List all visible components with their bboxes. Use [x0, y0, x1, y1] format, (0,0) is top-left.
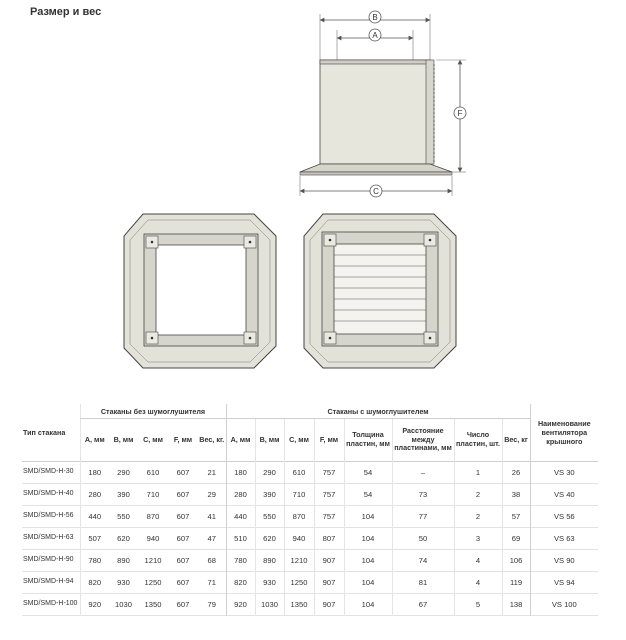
cell-with: 2 — [454, 484, 502, 506]
cell-with: 870 — [284, 506, 314, 528]
cell-with: 907 — [314, 572, 344, 594]
cell-without: 41 — [207, 512, 216, 521]
cell-with: 2 — [454, 506, 502, 528]
col-header-without: C, мм — [143, 434, 163, 444]
cell-without: 607 — [176, 578, 190, 587]
cell-without: 1350 — [144, 600, 162, 609]
cell-with: 5 — [454, 594, 502, 616]
cell-with: 26 — [502, 462, 530, 484]
cell-with: 104 — [344, 528, 392, 550]
cell-without: 620 — [117, 534, 130, 543]
cell-without: 930 — [117, 578, 130, 587]
col-header-with: Вес, кг — [502, 419, 530, 462]
cell-with: 1250 — [284, 572, 314, 594]
col-header-with: C, мм — [284, 419, 314, 462]
col-header-with: F, мм — [314, 419, 344, 462]
cell-with: 4 — [454, 550, 502, 572]
cell-without: 607 — [176, 468, 190, 477]
cell-with: 757 — [314, 462, 344, 484]
col-header-with: Расстояние между пластинами, мм — [392, 419, 454, 462]
cell-without: 71 — [207, 578, 216, 587]
cell-without: 180 — [80, 462, 109, 484]
cell-without: 1210 — [144, 556, 162, 565]
cell-without: 607 — [176, 534, 190, 543]
cell-with: 920 — [226, 594, 255, 616]
cell-with: 550 — [255, 506, 284, 528]
cell-with: 50 — [392, 528, 454, 550]
cell-without: 780 — [80, 550, 109, 572]
cell-with: 106 — [502, 550, 530, 572]
cell-with: 104 — [344, 550, 392, 572]
cell-without: 610 — [146, 468, 160, 477]
page-title: Размер и вес — [30, 6, 102, 18]
cell-without: 280 — [80, 484, 109, 506]
cell-with: 780 — [226, 550, 255, 572]
cell-with: 54 — [344, 484, 392, 506]
cell-with: 907 — [314, 550, 344, 572]
table-row — [22, 506, 598, 528]
cell-without: 890 — [117, 556, 130, 565]
dim-label-c: C — [373, 187, 379, 196]
cell-with: 104 — [344, 572, 392, 594]
dimension-c — [300, 176, 452, 197]
cell-with: 757 — [314, 506, 344, 528]
cell-with: 77 — [392, 506, 454, 528]
table-row — [22, 572, 598, 594]
specs-table — [22, 404, 598, 616]
cell-with: 1350 — [284, 594, 314, 616]
cell-without: 607 — [176, 490, 190, 499]
cell-with: 757 — [314, 484, 344, 506]
cell-fan: VS 40 — [530, 484, 598, 506]
cell-without: 29 — [207, 490, 216, 499]
cell-with: 290 — [255, 462, 284, 484]
cell-without: 710 — [146, 490, 160, 499]
cell-without: 390 — [117, 490, 130, 499]
cell-with: 510 — [226, 528, 255, 550]
dimension-f — [436, 60, 466, 172]
cell-without: 607 — [176, 512, 190, 521]
cell-with: 180 — [226, 462, 255, 484]
cell-with: 1030 — [255, 594, 284, 616]
group-without-silencer: Стаканы без шумоглушителя — [80, 404, 226, 419]
cell-with: 104 — [344, 506, 392, 528]
cell-without: 79 — [207, 600, 216, 609]
top-view-without-silencer — [124, 214, 276, 368]
col-type-header: Тип стакана — [23, 428, 66, 437]
cell-type: SMD/SMD-H-30 — [23, 468, 74, 476]
cell-with: 38 — [502, 484, 530, 506]
cell-with: 1210 — [284, 550, 314, 572]
cell-with: 930 — [255, 572, 284, 594]
cell-without: 920 — [80, 594, 109, 616]
col-header-without: F, мм — [173, 434, 193, 444]
cell-without: 1250 — [144, 578, 162, 587]
col-header-without: Вес, кг. — [199, 434, 225, 444]
cell-without: 68 — [207, 556, 216, 565]
cell-with: 807 — [314, 528, 344, 550]
table-group-header-row — [22, 404, 598, 419]
cell-fan: VS 100 — [530, 594, 598, 616]
table-body — [22, 462, 598, 616]
dim-label-f: F — [457, 109, 463, 118]
col-header-without: B, мм — [113, 434, 134, 444]
cell-without: 940 — [146, 534, 160, 543]
cell-with: – — [392, 462, 454, 484]
cell-with: 890 — [255, 550, 284, 572]
cell-with: 280 — [226, 484, 255, 506]
cell-with: 907 — [314, 594, 344, 616]
dimension-a — [337, 29, 413, 60]
cell-without: 607 — [176, 556, 190, 565]
cell-with: 54 — [344, 462, 392, 484]
cell-with: 138 — [502, 594, 530, 616]
cell-with: 820 — [226, 572, 255, 594]
dim-label-b: B — [372, 13, 378, 22]
cell-with: 69 — [502, 528, 530, 550]
cell-without: 440 — [80, 506, 109, 528]
cell-with: 390 — [255, 484, 284, 506]
dim-label-a: A — [372, 31, 378, 40]
table-row — [22, 594, 598, 616]
col-header-without: A, мм — [80, 419, 109, 462]
cell-type: SMD/SMD-H-63 — [23, 534, 74, 542]
col-header-with: A, мм — [226, 419, 255, 462]
group-with-silencer: Стаканы с шумоглушителем — [226, 404, 530, 419]
cell-fan: VS 30 — [530, 462, 598, 484]
col-header-with: B, мм — [255, 419, 284, 462]
cell-with: 104 — [344, 594, 392, 616]
cell-with: 73 — [392, 484, 454, 506]
cell-with: 1 — [454, 462, 502, 484]
cell-fan: VS 63 — [530, 528, 598, 550]
cell-type: SMD/SMD-H-94 — [23, 578, 74, 586]
cell-with: 119 — [502, 572, 530, 594]
cell-without: 1030 — [115, 600, 132, 609]
cell-with: 710 — [284, 484, 314, 506]
cell-with: 74 — [392, 550, 454, 572]
col-header-with: Число пластин, шт. — [454, 419, 502, 462]
cell-type: SMD/SMD-H-100 — [23, 600, 78, 608]
col-fan-header: Наименование вентилятора крышного — [530, 404, 598, 462]
table-row — [22, 484, 598, 506]
cell-with: 81 — [392, 572, 454, 594]
cell-with: 440 — [226, 506, 255, 528]
cell-type: SMD/SMD-H-56 — [23, 512, 74, 520]
cell-type: SMD/SMD-H-90 — [23, 556, 74, 564]
cell-with: 610 — [284, 462, 314, 484]
cell-with: 620 — [255, 528, 284, 550]
cell-with: 4 — [454, 572, 502, 594]
cell-without: 550 — [117, 512, 130, 521]
stand-body — [300, 60, 452, 175]
cell-without: 290 — [117, 468, 130, 477]
cell-without: 21 — [207, 468, 216, 477]
cell-without: 607 — [176, 600, 190, 609]
cell-type: SMD/SMD-H-40 — [23, 490, 74, 498]
table-row — [22, 550, 598, 572]
table-column-header-row — [22, 419, 598, 462]
cell-fan: VS 90 — [530, 550, 598, 572]
cell-with: 3 — [454, 528, 502, 550]
cell-without: 507 — [80, 528, 109, 550]
cell-fan: VS 56 — [530, 506, 598, 528]
cell-without: 820 — [80, 572, 109, 594]
table-row — [22, 528, 598, 550]
cell-with: 67 — [392, 594, 454, 616]
cell-with: 57 — [502, 506, 530, 528]
cell-without: 870 — [146, 512, 160, 521]
col-header-with: Толщина пластин, мм — [344, 419, 392, 462]
cell-without: 47 — [207, 534, 216, 543]
cell-fan: VS 94 — [530, 572, 598, 594]
cell-with: 940 — [284, 528, 314, 550]
table-row — [22, 462, 598, 484]
top-view-with-silencer — [304, 214, 456, 368]
